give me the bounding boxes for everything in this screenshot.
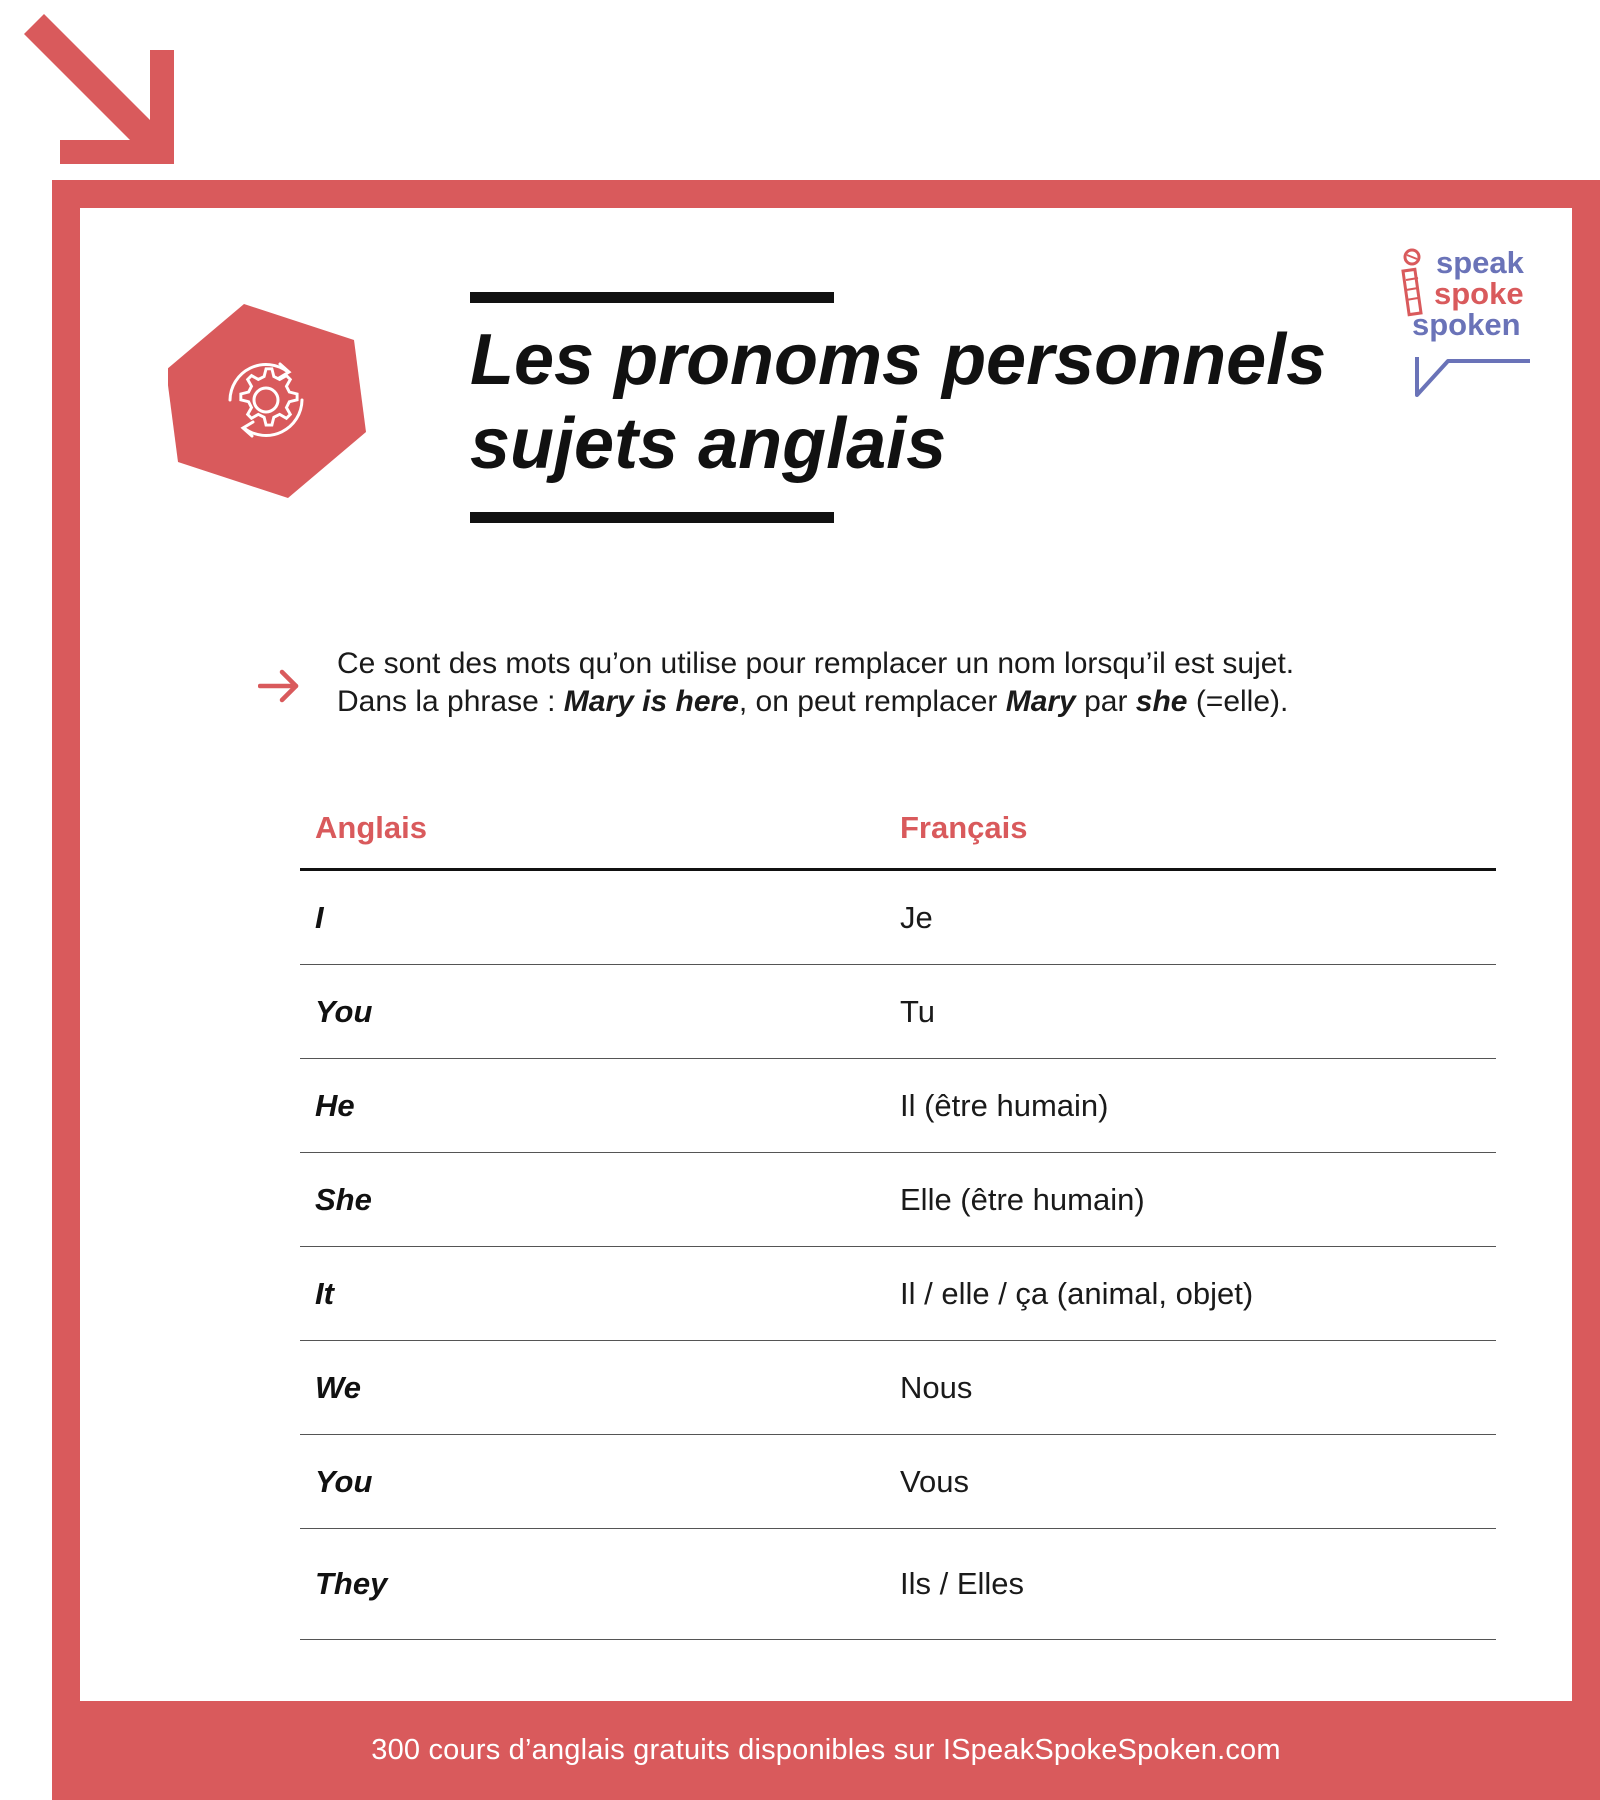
table-row [300,1341,1496,1435]
intro-example-noun: Mary [1005,685,1076,718]
table-row [300,965,1496,1059]
intro-mid: , on peut remplacer [738,685,1006,718]
table-row [300,1529,1496,1640]
cell-english: We [315,1369,361,1405]
pronoun-table [300,788,1496,1640]
intro-par: par [1075,685,1136,718]
table-row [300,1435,1496,1529]
table-row [300,1153,1496,1247]
cell-french: Tu [900,993,936,1029]
cell-french: Ils / Elles [900,1566,1025,1601]
intro-prefix: Dans la phrase : [337,685,564,718]
cell-english: It [315,1275,334,1311]
intro-suffix: (=elle). [1187,685,1289,718]
table-row [300,871,1496,965]
intro-example-pronoun: she [1135,685,1188,718]
header-francais: Français [900,810,1028,845]
table-row [300,1059,1496,1153]
speak-spoke-spoken-logo [1400,245,1540,405]
intro-line-1: Ce sont des mots qu’on utilise pour remplacer un nom lorsqu’il est sujet. [337,647,1295,680]
arrow-right-icon [258,666,302,706]
logo-word-spoke: spoke [1434,276,1524,311]
logo-word-spoken: spoken [1412,307,1521,342]
cell-english: They [315,1566,388,1601]
cell-english: He [315,1087,355,1123]
cell-english: She [315,1181,372,1217]
intro-line-2 [337,683,1487,721]
cell-french: Je [900,899,933,935]
cell-french: Vous [900,1463,969,1499]
logo-word-speak: speak [1436,245,1524,280]
corner-arrow-icon [20,10,180,170]
cell-english: You [315,1463,373,1499]
footer-text: 300 cours d’anglais gratuits disponibles sur ISpeakSpokeSpoken.com [371,1734,1281,1766]
gear-cycle-icon [168,300,368,500]
table-row [300,1247,1496,1341]
header-anglais: Anglais [315,810,427,845]
title-bar-bottom [470,512,834,523]
table-header [300,788,1496,871]
cell-french: Il / elle / ça (animal, objet) [900,1275,1254,1311]
cell-french: Elle (être humain) [900,1181,1145,1217]
intro-text [337,645,1487,721]
title-line-2: sujets anglais [470,404,947,484]
cell-french: Nous [900,1369,973,1405]
cell-english: You [315,993,373,1029]
intro-example-sentence: Mary is here [563,685,739,718]
page-title [470,318,1370,486]
cell-french: Il (être humain) [900,1087,1109,1123]
title-line-1: Les pronoms personnels [470,320,1327,400]
cell-english: I [315,899,324,935]
title-bar-top [470,292,834,303]
